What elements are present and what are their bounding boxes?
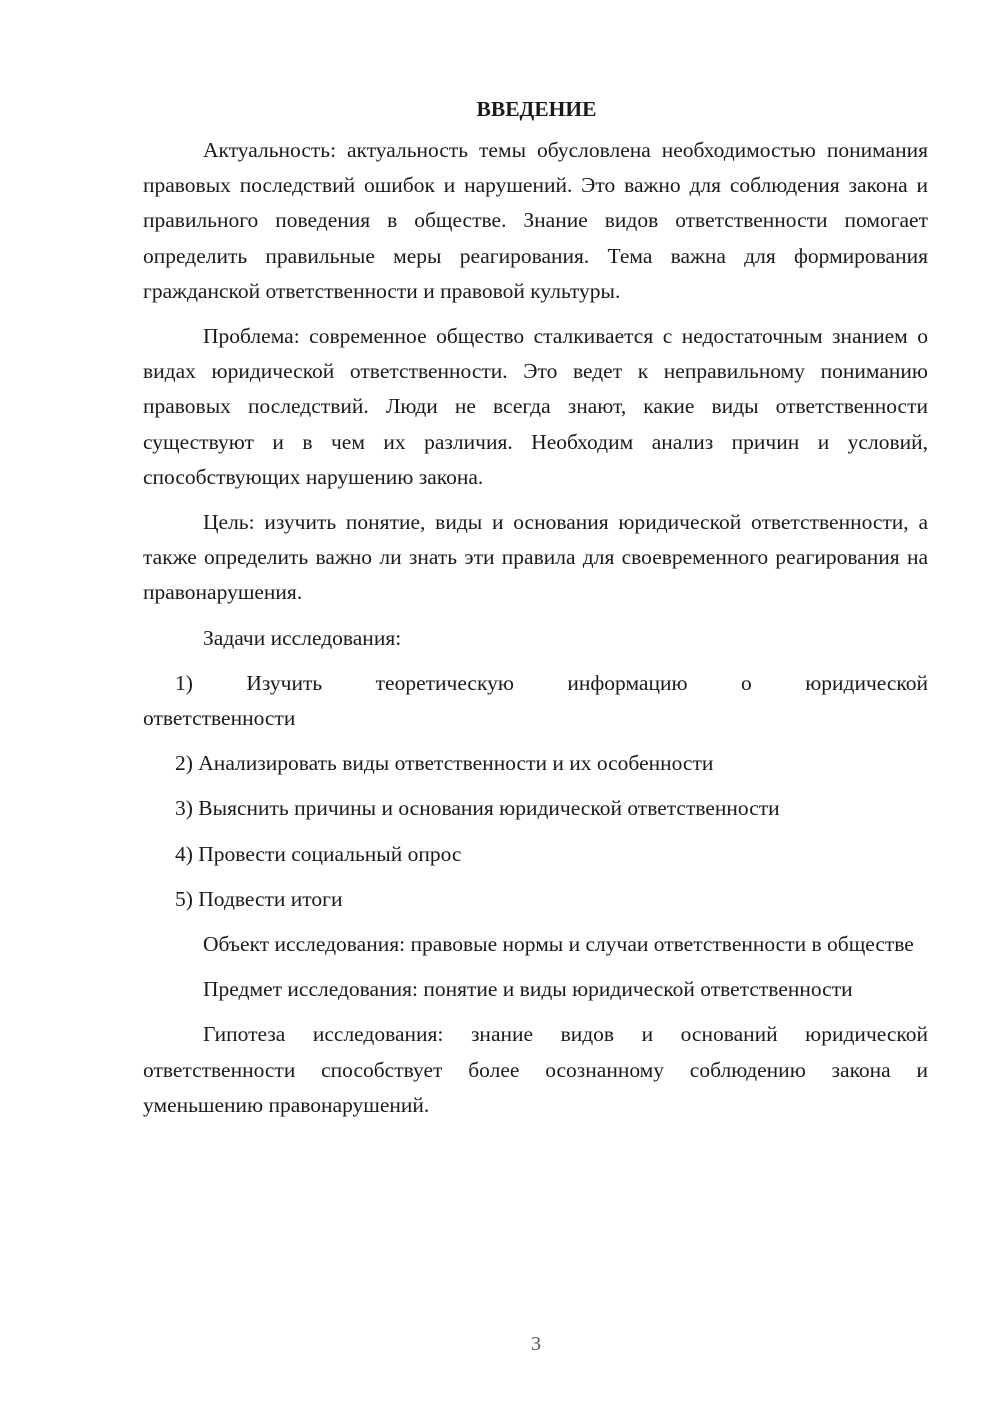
goal-paragraph: Цель: изучить понятие, виды и основания юридической ответственности, а также определить важно ли знать эти правила для своевременного реагирования на правонарушения. xyxy=(143,510,928,605)
object-paragraph: Объект исследования: правовые нормы и случаи ответственности в обществе xyxy=(203,932,914,957)
task-item-2: 2) Анализировать виды ответственности и их особенности xyxy=(175,751,714,776)
problem-paragraph: Проблема: современное общество сталкивается с недостаточным знанием о видах юридической ответственности. Это ведет к неправильному пониманию правовых последствий. Люди не всегда знают, какие виды ответственности существуют и в чем их различия. Необходим анализ причин и условий, способствующих нарушению закона. xyxy=(143,324,928,489)
relevance-paragraph: Актуальность: актуальность темы обусловлена необходимостью понимания правовых последствий ошибок и нарушений. Это важно для соблюдения закона и правильного поведения в обществе. Знание видов ответственности помогает определить правильные меры реагирования. Тема важна для формирования гражданской ответственности и правовой культуры. xyxy=(143,138,928,303)
task-item-3: 3) Выяснить причины и основания юридической ответственности xyxy=(175,796,780,821)
page-number: 3 xyxy=(531,1333,541,1355)
task-item-5: 5) Подвести итоги xyxy=(175,886,343,911)
hypothesis-paragraph: Гипотеза исследования: знание видов и оснований юридической ответственности способствует более осознанному соблюдению закона и уменьшению правонарушений. xyxy=(143,1022,928,1117)
subject-paragraph: Предмет исследования: понятие и виды юридической ответственности xyxy=(203,977,853,1002)
task-item-1-line-2: ответственности xyxy=(143,706,296,731)
task-item-1 xyxy=(143,666,928,736)
section-heading: ВВЕДЕНИЕ xyxy=(476,97,597,121)
task-item-1-line-1: 1) Изучить теоретическую информацию о юридической xyxy=(175,670,928,695)
task-item-4: 4) Провести социальный опрос xyxy=(175,841,462,866)
tasks-title: Задачи исследования: xyxy=(203,625,402,650)
document-page xyxy=(143,92,928,1133)
